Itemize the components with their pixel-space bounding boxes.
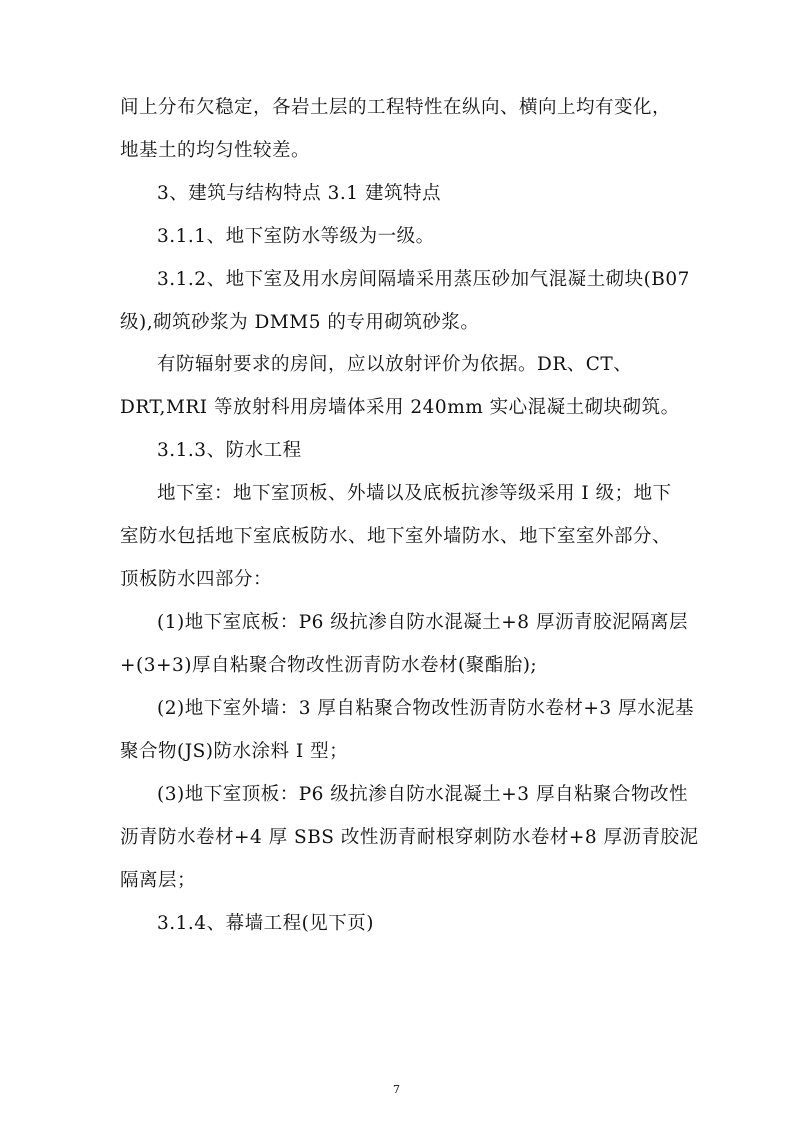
text-line-8: DRT,MRI 等放射科用房墙体采用 240mm 实心混凝土砌块砌筑。: [120, 397, 680, 418]
page-number: 7: [393, 1083, 400, 1096]
section-heading-3: 3、建筑与结构特点 3.1 建筑特点: [157, 183, 441, 204]
list-item-2: (2)地下室外墙：3 厚自粘聚合物改性沥青防水卷材+3 厚水泥基: [157, 698, 695, 719]
list-item-2-cont: 聚合物(JS)防水涂料 I 型；: [120, 741, 349, 762]
text-line-6: 级),砌筑砂浆为 DMM5 的专用砌筑砂浆。: [120, 312, 480, 333]
text-line-10: 地下室：地下室顶板、外墙以及底板抗渗等级采用 I 级；地下: [157, 483, 672, 504]
text-line-1: 间上分布欠稳定，各岩土层的工程特性在纵向、横向上均有变化，: [120, 97, 672, 118]
subsection-3-1-4: 3.1.4、幕墙工程(见下页): [157, 913, 375, 934]
subsection-3-1-2: 3.1.2、地下室及用水房间隔墙采用蒸压砂加气混凝土砌块(B07: [157, 269, 690, 290]
list-item-1-cont: +(3+3)厚自粘聚合物改性沥青防水卷材(聚酯胎);: [120, 655, 538, 676]
text-line-7: 有防辐射要求的房间，应以放射评价为依据。DR、CT、: [157, 354, 633, 375]
list-item-3: (3)地下室顶板：P6 级抗渗自防水混凝土+3 厚自粘聚合物改性: [157, 784, 688, 805]
list-item-3-cont-1: 沥青防水卷材+4 厚 SBS 改性沥青耐根穿刺防水卷材+8 厚沥青胶泥: [120, 827, 699, 848]
subsection-3-1-1: 3.1.1、地下室防水等级为一级。: [157, 226, 435, 247]
list-item-3-cont-2: 隔离层；: [120, 870, 197, 891]
list-item-1: (1)地下室底板：P6 级抗渗自防水混凝土+8 厚沥青胶泥隔离层: [157, 612, 688, 633]
text-line-12: 顶板防水四部分：: [120, 569, 273, 590]
subsection-3-1-3: 3.1.3、防水工程: [157, 440, 302, 461]
text-line-11: 室防水包括地下室底板防水、地下室外墙防水、地下室室外部分、: [120, 526, 672, 547]
text-line-2: 地基土的均匀性较差。: [120, 140, 311, 161]
